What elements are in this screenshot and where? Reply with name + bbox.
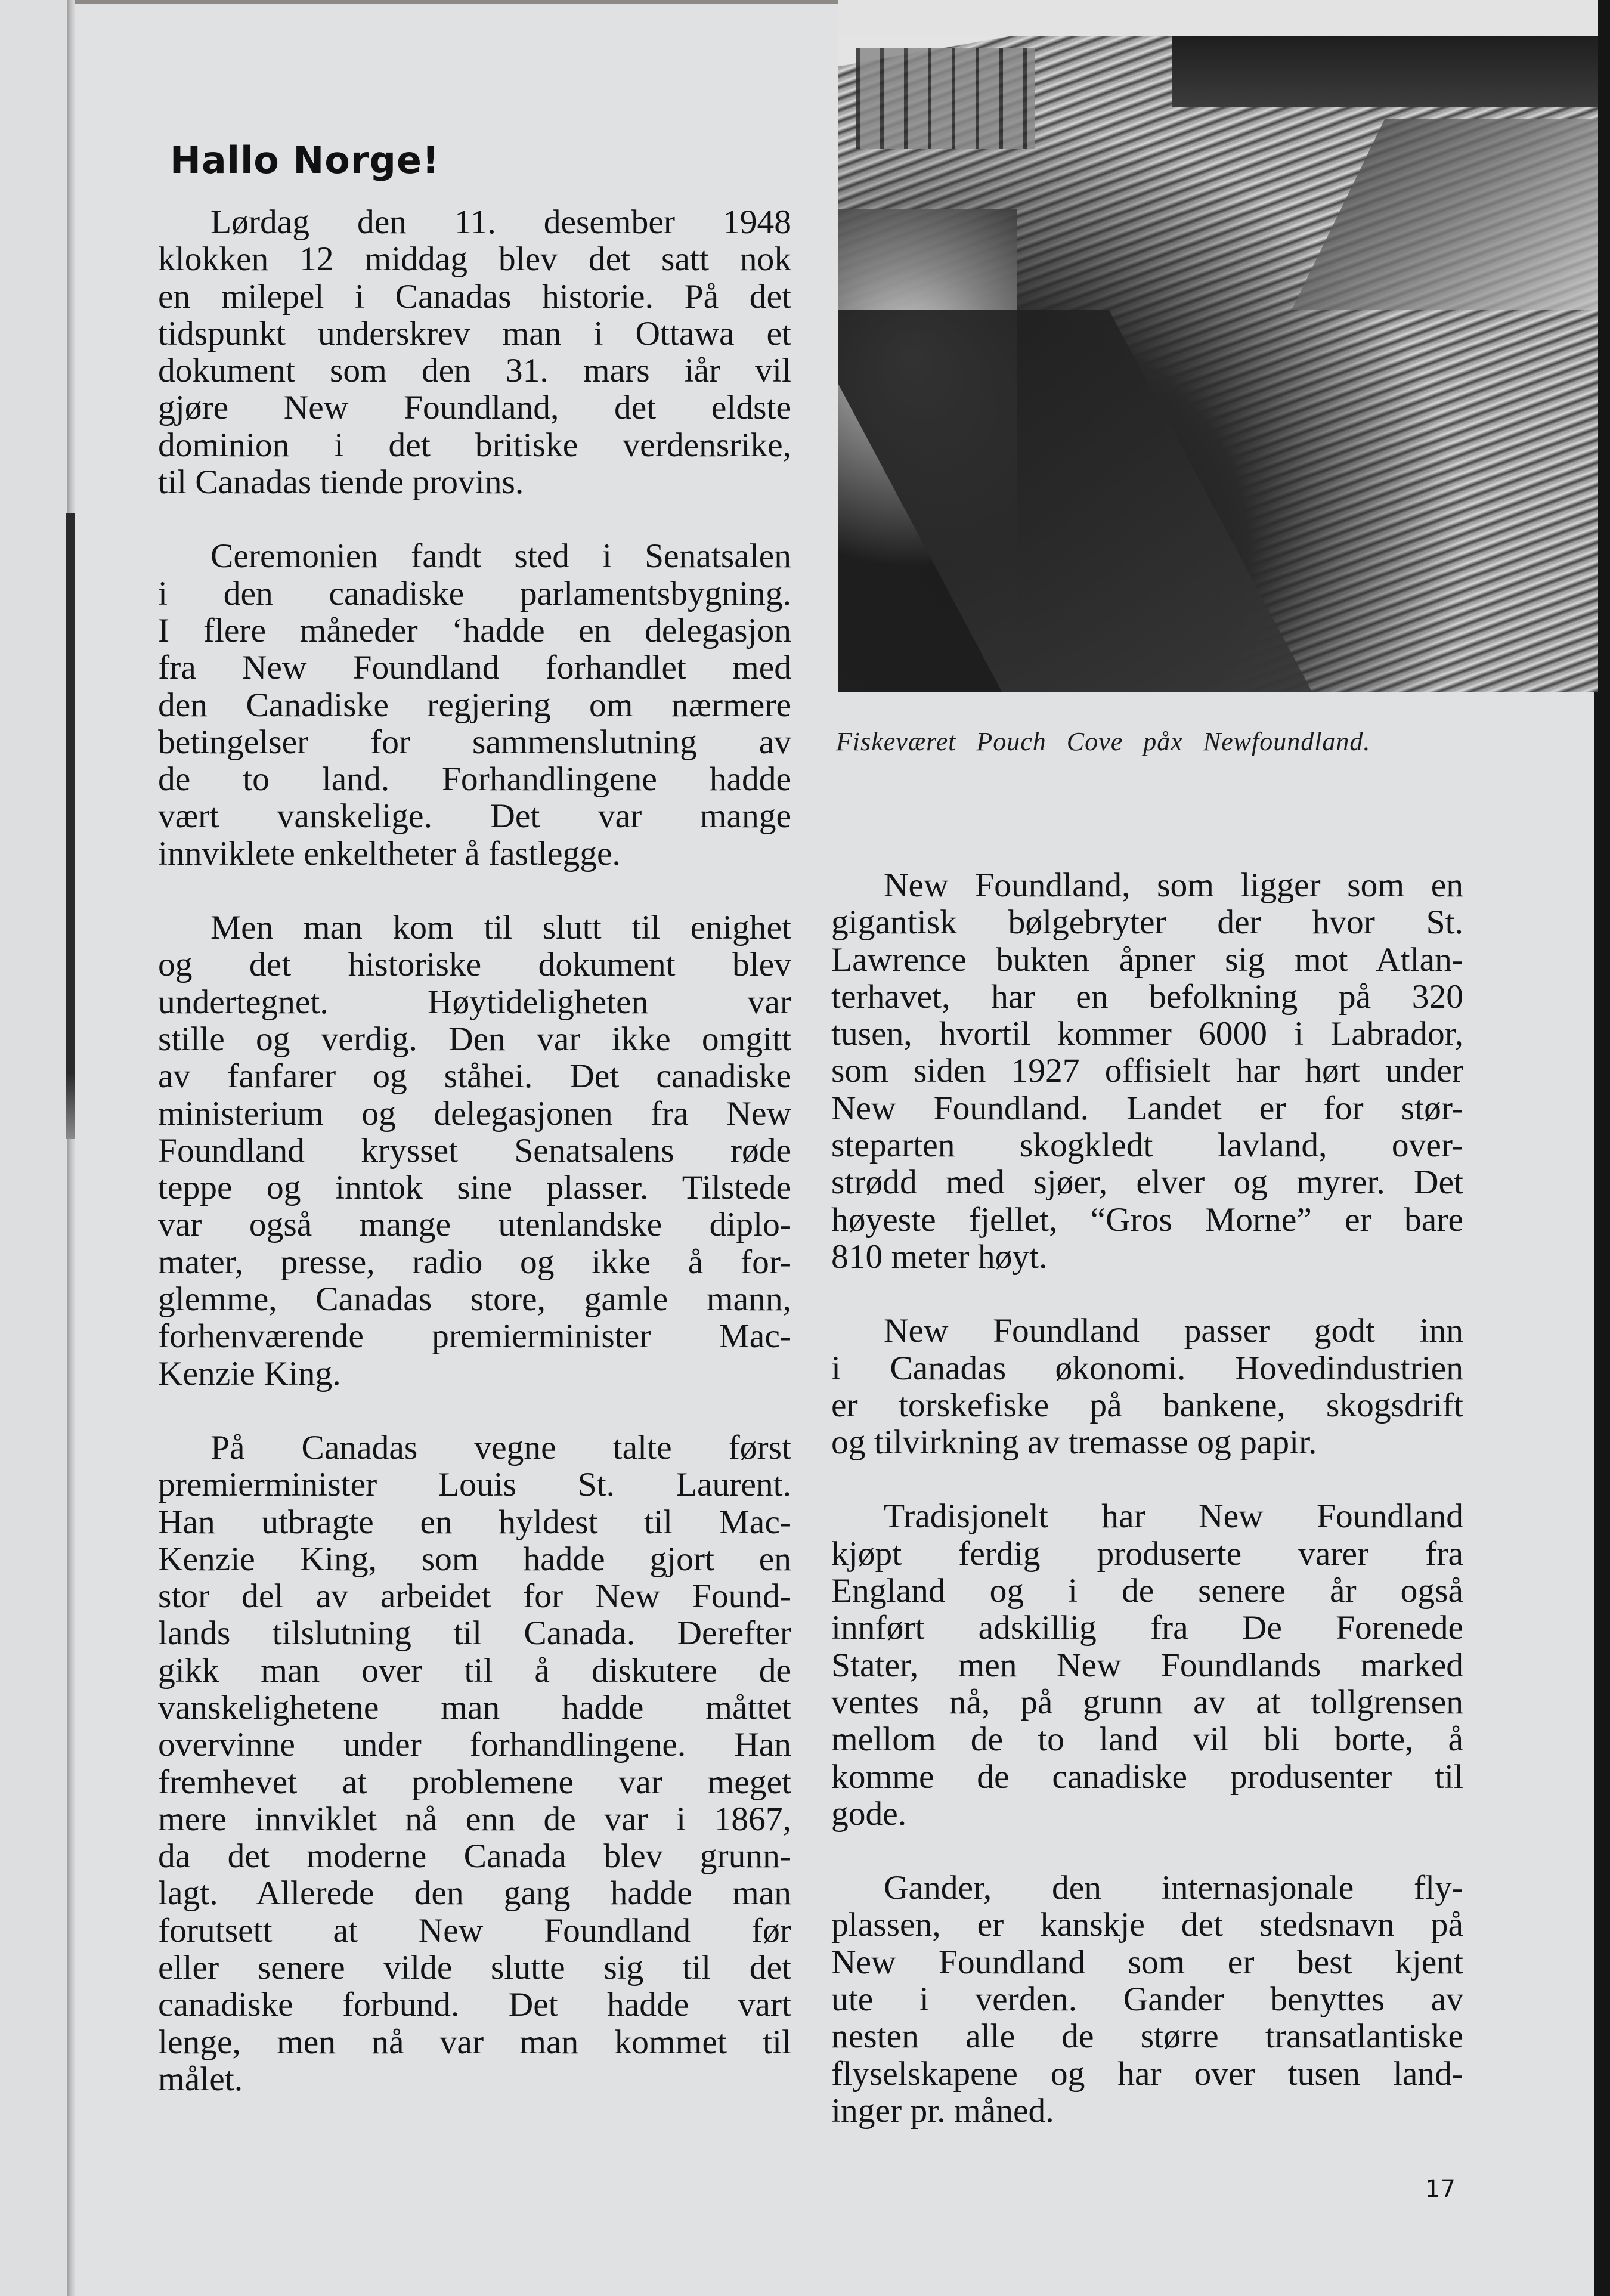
text-line: 810 meter høyt. [831, 1237, 1048, 1276]
text-line: stor del av arbeidet for New Found- [158, 1577, 791, 1616]
paragraph [158, 1429, 791, 2098]
text-line: premierminister Louis St. Laurent. [158, 1466, 791, 1504]
paragraph [831, 1870, 1463, 2130]
text-line: ministerium og delegasjonen fra New [158, 1094, 791, 1132]
text-line: canadiske forbund. Det hadde vart [158, 1986, 791, 2024]
text-line: fremhevet at problemene var meget [158, 1763, 791, 1801]
text-line: strødd med sjøer, elver og myrer. Det [831, 1164, 1463, 1202]
text-line: dokument som den 31. mars iår vil [158, 352, 791, 390]
text-line: overvinne under forhandlingene. Han [158, 1726, 791, 1764]
text-line: Lawrence bukten åpner sig mot Atlan- [831, 940, 1463, 979]
text-line: New Foundland, som ligger som en [884, 867, 1463, 904]
text-line: New Foundland. Landet er for stør- [831, 1089, 1463, 1127]
text-line: tusen, hvortil kommer 6000 i Labrador, [831, 1015, 1463, 1053]
text-line: komme de canadiske produsenter til [831, 1757, 1463, 1796]
text-line: fra New Foundland forhandlet med [158, 649, 791, 687]
paragraph [158, 909, 791, 1393]
paragraph [831, 1498, 1463, 1833]
text-line: Stater, men New Foundlands marked [831, 1646, 1463, 1684]
text-line: Kenzie King. [158, 1354, 341, 1393]
text-line: målet. [158, 2060, 243, 2098]
photo-fish-flake-shed [856, 48, 1035, 149]
text-line: i den canadiske parlamentsbygning. [158, 574, 791, 612]
text-line: Lørdag den 11. desember 1948 [210, 203, 791, 241]
text-line: England og i de senere år også [831, 1572, 1463, 1610]
text-line: den Canadiske regjering om nærmere [158, 686, 791, 724]
text-line: er torskefiske på bankene, skogsdrift [831, 1386, 1463, 1424]
paragraph [158, 204, 791, 501]
text-line: terhavet, har en befolkning på 320 [831, 977, 1463, 1016]
article-title: Hallo Norge! [170, 138, 440, 182]
text-line: mater, presse, radio og ikke å for- [158, 1243, 791, 1281]
text-line: innviklete enkeltheter å fastlegge. [158, 834, 621, 872]
text-line: klokken 12 middag blev det satt nok [158, 240, 791, 279]
text-line: høyeste fjellet, “Gros Morne” er bare [831, 1200, 1463, 1239]
text-line: teppe og inntok sine plasser. Tilstede [158, 1169, 791, 1207]
text-line: På Canadas vegne talte først [210, 1428, 791, 1466]
text-line: nesten alle de større transatlantiske [831, 2017, 1463, 2056]
text-line: som siden 1927 offisielt har hørt under [831, 1052, 1463, 1090]
text-line: New Foundland som er best kjent [831, 1943, 1463, 1981]
text-line: forhenværende premierminister Mac- [158, 1317, 791, 1356]
photo-sea [1172, 36, 1598, 107]
paragraph [831, 1313, 1463, 1461]
text-line: innført adskillig fra De Forenede [831, 1609, 1463, 1647]
paragraph [158, 538, 791, 872]
text-line: undertegnet. Høytideligheten var [158, 983, 791, 1021]
text-line: dominion i det britiske verdensrike, [158, 426, 791, 464]
text-line: Men man kom til slutt til enighet [210, 909, 791, 947]
text-line: gigantisk bølgebryter der hvor St. [831, 903, 1463, 942]
text-line: Gander, den internasjonale fly- [884, 1869, 1463, 1907]
text-line: mere innviklet nå enn de var i 1867, [158, 1800, 791, 1838]
text-line: i Canadas økonomi. Hovedindustrien [831, 1349, 1463, 1387]
text-line: vært vanskelige. Det var mange [158, 797, 791, 836]
text-line: I flere måneder ‘hadde en delegasjon [158, 611, 791, 649]
text-line: stille og verdig. Den var ikke omgitt [158, 1020, 791, 1058]
text-line: Tradisjonelt har New Foundland [884, 1497, 1463, 1536]
text-line: ute i verden. Gander benyttes av [831, 1981, 1463, 2019]
text-line: Foundland krysset Senatsalens røde [158, 1131, 791, 1169]
text-line: da det moderne Canada blev grunn- [158, 1837, 791, 1876]
page-number: 17 [1425, 2176, 1456, 2203]
text-line: glemme, Canadas store, gamle mann, [158, 1280, 791, 1319]
text-line: eller senere vilde slutte sig til det [158, 1949, 791, 1987]
text-line: kjøpt ferdig produserte varer fra [831, 1534, 1463, 1573]
page-gutter [67, 0, 75, 2296]
right-column [831, 867, 1463, 2167]
text-line: New Foundland passer godt inn [884, 1312, 1463, 1350]
text-line: til Canadas tiende provins. [158, 463, 524, 502]
photo-drying-rack-roof [1292, 119, 1598, 310]
text-line: inger pr. måned. [831, 2091, 1054, 2130]
previous-page-edge [0, 0, 70, 2296]
text-line: forutsett at New Foundland før [158, 1911, 791, 1950]
left-column [158, 204, 791, 2135]
text-line: steparten skogkledt lavland, over- [831, 1127, 1463, 1165]
photo-caption: Fiskeværet Pouch Cove påx Newfoundland. [836, 727, 1371, 756]
text-line: lands tilslutning til Canada. Derefter [158, 1614, 791, 1653]
text-line: var også mange utenlandske diplo- [158, 1206, 791, 1244]
text-line: Ceremonien fandt sted i Senatsalen [210, 537, 791, 575]
text-line: betingelser for sammenslutning av [158, 723, 791, 761]
text-line: tidspunkt underskrev man i Ottawa et [158, 314, 791, 352]
text-line: gjøre New Foundland, det eldste [158, 389, 791, 427]
text-line: mellom de to land vil bli borte, å [831, 1721, 1463, 1759]
text-line: Kenzie King, som hadde gjort en [158, 1540, 791, 1578]
text-line: og det historiske dokument blev [158, 946, 791, 984]
text-line: lenge, men nå var man kommet til [158, 2023, 791, 2061]
text-line: og tilvirkning av tremasse og papir. [831, 1424, 1317, 1462]
fishing-village-photo [838, 0, 1598, 692]
text-line: av fanfarer og ståhei. Det canadiske [158, 1057, 791, 1096]
paragraph [831, 867, 1463, 1276]
text-line: Han utbragte en hyldest til Mac- [158, 1503, 791, 1541]
text-line: plassen, er kanskje det stedsnavn på [831, 1906, 1463, 1944]
text-line: ventes nå, på grunn av at tollgrensen [831, 1683, 1463, 1721]
text-line: lagt. Allerede den gang hadde man [158, 1874, 791, 1913]
photo-sky [838, 0, 1598, 36]
text-line: de to land. Forhandlingene hadde [158, 760, 791, 799]
text-line: flyselskapene og har over tusen land- [831, 2054, 1463, 2093]
text-line: vanskelighetene man hadde måttet [158, 1688, 791, 1726]
text-line: gode. [831, 1794, 907, 1833]
text-line: gikk man over til å diskutere de [158, 1651, 791, 1689]
text-line: en milepel i Canadas historie. På det [158, 277, 791, 315]
